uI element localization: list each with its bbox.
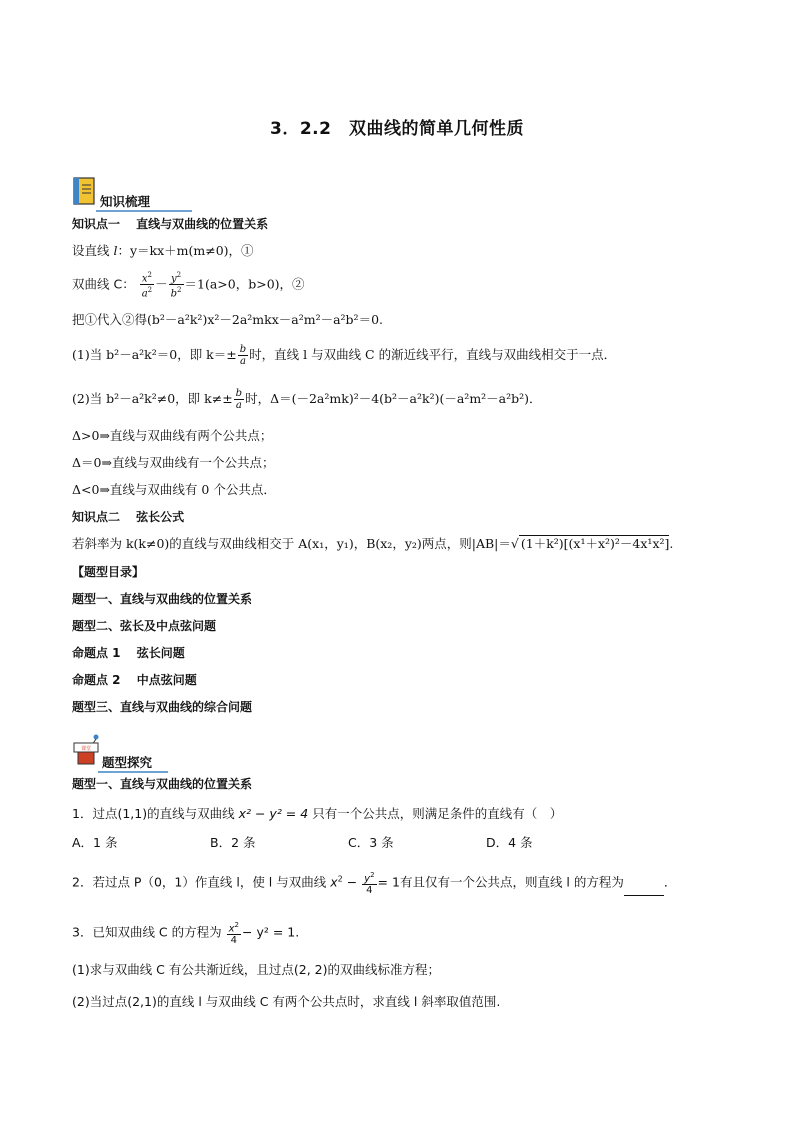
- question-3-part-1: (1)求与双曲线 C 有公共渐近线，且过点(2, 2)的双曲线标准方程；: [72, 962, 440, 977]
- question-3: [72, 920, 299, 946]
- section-knowledge-label: 知识梳理: [100, 194, 151, 209]
- question-3-part-2: (2)当过点(2,1)的直线 l 与双曲线 C 有两个公共点时，求直线 l 斜率取值范围.: [72, 994, 501, 1009]
- case-2-line: [72, 388, 542, 411]
- case-1-text-b: 时，直线 l 与双曲线 C 的渐近线平行，直线与双曲线相交于一点．: [249, 347, 617, 362]
- chord-length-formula: 若斜率为 k(k≠0)的直线与双曲线相交于 A(x₁，y₁)，B(x₂，y₂)两点，则|AB|＝√ (1＋k²)[(x¹＋x²)²－4x¹x²].: [72, 536, 674, 551]
- catalog-item: 命题点 1 弦长问题: [72, 646, 185, 660]
- section-knowledge-header: [72, 176, 151, 210]
- fraction-x2-4: $\frac{x^2}{4}$: [228, 921, 240, 947]
- desk-icon: [72, 733, 102, 767]
- type-1-heading: 题型一、直线与双曲线的位置关系: [72, 777, 253, 791]
- q1-text-b: 的直线与双曲线: [147, 806, 235, 821]
- chord-formula-end: .: [669, 536, 674, 551]
- q2-text-end: ．: [663, 874, 677, 890]
- catalog-item: 命题点 2 中点弦问题: [72, 673, 197, 687]
- case-1-text-a: (1)当 b²－a²k²＝0，即 k＝±: [72, 347, 237, 362]
- case-1-line: [72, 344, 616, 367]
- case-2-text-b: 时，Δ＝(－2a²mk)²－4(b²－a²k²)(－a²m²－a²b²)．: [245, 391, 542, 406]
- option-a[interactable]: A．1 条: [72, 835, 118, 850]
- fraction-y2-4: $\frac{y^2}{4}$: [364, 871, 375, 897]
- catalog-item: 题型三、直线与双曲线的综合问题: [72, 700, 253, 714]
- delta-zero: Δ＝0⇒直线与双曲线有一个公共点；: [72, 455, 275, 470]
- knowledge-point-1-heading: 知识点一 直线与双曲线的位置关系: [72, 217, 269, 231]
- option-c[interactable]: C．3 条: [348, 835, 394, 850]
- case-2-text-a: (2)当 b²－a²k²≠0，即 k≠±: [72, 391, 233, 406]
- delta-negative: Δ<0⇒直线与双曲线有 0 个公共点．: [72, 482, 276, 497]
- line-def-body: ：y＝kx＋m(m≠0)，①: [117, 243, 254, 258]
- fraction-b-a: $\frac{b}{a}$: [239, 344, 247, 367]
- q3-text-b: − y² = 1.: [242, 924, 300, 940]
- knowledge-point-2-heading: 知识点二 弦长公式: [72, 510, 185, 524]
- option-b[interactable]: B．2 条: [210, 835, 256, 850]
- q1-point: (1,1): [117, 806, 148, 821]
- book-icon: [72, 176, 98, 206]
- hyperbola-def-suffix: ＝1(a>0，b>0)，②: [184, 276, 305, 292]
- q2-text-a: 2．若过点 P（0，1）作直线 l，使 l 与双曲线: [72, 874, 327, 890]
- catalog-item: 题型二、弦长及中点弦问题: [72, 619, 217, 633]
- line-definition: 设直线 l：y＝kx＋m(m≠0)，①: [72, 243, 254, 258]
- q1-text-a: 1．过点: [72, 806, 118, 821]
- desk-badge-text: 课堂: [80, 746, 92, 752]
- q1-text-c: 只有一个公共点，则满足条件的直线有（ ）: [312, 806, 563, 821]
- q1-equation: x² − y² = 4: [238, 806, 309, 821]
- question-2: 2．若过点 P（0，1）作直线 l，使 l 与双曲线 $x^2$ − $\frac{y^2}{4}$ = 1有且仅有一个公共点，则直线 l 的方程为 ．: [72, 871, 677, 897]
- fraction-x2-a2: $\frac{x^2}{a^2}$: [141, 271, 153, 300]
- chord-formula-sqrt: (1＋k²)[(x¹＋x²)²－4x¹x²]: [520, 536, 670, 551]
- question-1-options: [72, 835, 624, 851]
- line-def-prefix: 设直线: [72, 243, 114, 258]
- section-explore-label: 题型探究: [102, 755, 153, 770]
- section-underline: [96, 208, 196, 214]
- fraction-y2-b2: $\frac{y^2}{b^2}$: [170, 271, 182, 300]
- page-title: 3．2.2 双曲线的简单几何性质: [270, 119, 524, 139]
- q2-text-b: 有且仅有一个公共点，则直线 l 的方程为: [399, 874, 624, 890]
- option-d[interactable]: D．4 条: [486, 835, 533, 850]
- question-1: [72, 806, 562, 822]
- delta-positive: Δ>0⇒直线与双曲线有两个公共点；: [72, 428, 273, 443]
- q3-text-a: 3．已知双曲线 C 的方程为: [72, 924, 222, 940]
- chord-formula-text: 若斜率为 k(k≠0)的直线与双曲线相交于 A(x₁，y₁)，B(x₂，y₂)两点，则|AB|＝: [72, 536, 511, 551]
- hyperbola-def-prefix: 双曲线 C：: [72, 276, 135, 292]
- catalog-heading: 【题型目录】: [72, 565, 145, 579]
- fraction-b-a-2: $\frac{b}{a}$: [235, 388, 243, 411]
- answer-blank[interactable]: [624, 883, 664, 896]
- hyperbola-definition: 双曲线 C： $\frac{x^2}{a^2}$ － $\frac{y^2}{b^2}$ ＝1(a>0，b>0)，②: [72, 271, 305, 300]
- section-underline: [98, 769, 198, 775]
- substitution-line: 把①代入②得(b²－a²k²)x²－2a²mkx－a²m²－a²b²＝0.: [72, 312, 383, 327]
- section-explore-header: [72, 733, 153, 771]
- catalog-item: 题型一、直线与双曲线的位置关系: [72, 592, 253, 606]
